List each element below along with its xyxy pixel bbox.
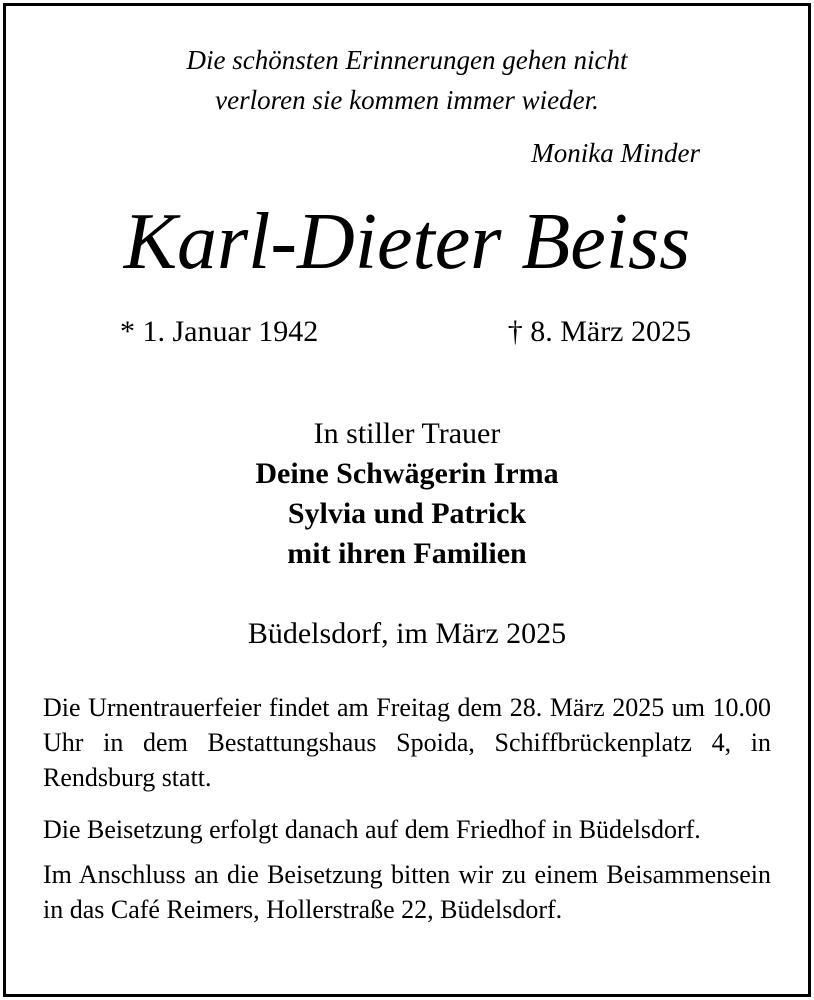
ceremony-paragraph: Die Urnentrauerfeier findet am Freitag dem 28. März 2025 um 10.00 Uhr in dem Bestattungshaus Spoida, Schiffbrückenplatz 4, in Rendsburg statt. (43, 693, 771, 792)
place-date: Büdelsdorf, im März 2025 (247, 617, 567, 650)
mourner-line-1: Deine Schwägerin Irma (255, 457, 559, 490)
quote-line-2: verloren sie kommen immer wieder. (215, 85, 599, 115)
gathering-paragraph: Im Anschluss an die Beisetzung bitten wir zu einem Beisammensein in das Café Reimers, Hollerstraße 22, Büdelsdorf. (43, 860, 771, 924)
quote-author: Monika Minder (531, 138, 700, 168)
mourner-line-2: Sylvia und Patrick (287, 497, 527, 530)
death-date: † 8. März 2025 (507, 315, 691, 348)
burial-paragraph: Die Beisetzung erfolgt danach auf dem Friedhof in Büdelsdorf. (43, 815, 701, 844)
birth-date: * 1. Januar 1942 (120, 315, 319, 348)
deceased-name: Karl-Dieter Beiss (123, 198, 691, 286)
mourner-line-3: mit ihren Familien (287, 537, 527, 570)
mourning-intro: In stiller Trauer (313, 417, 501, 450)
quote-line-1: Die schönsten Erinnerungen gehen nicht (186, 45, 628, 75)
